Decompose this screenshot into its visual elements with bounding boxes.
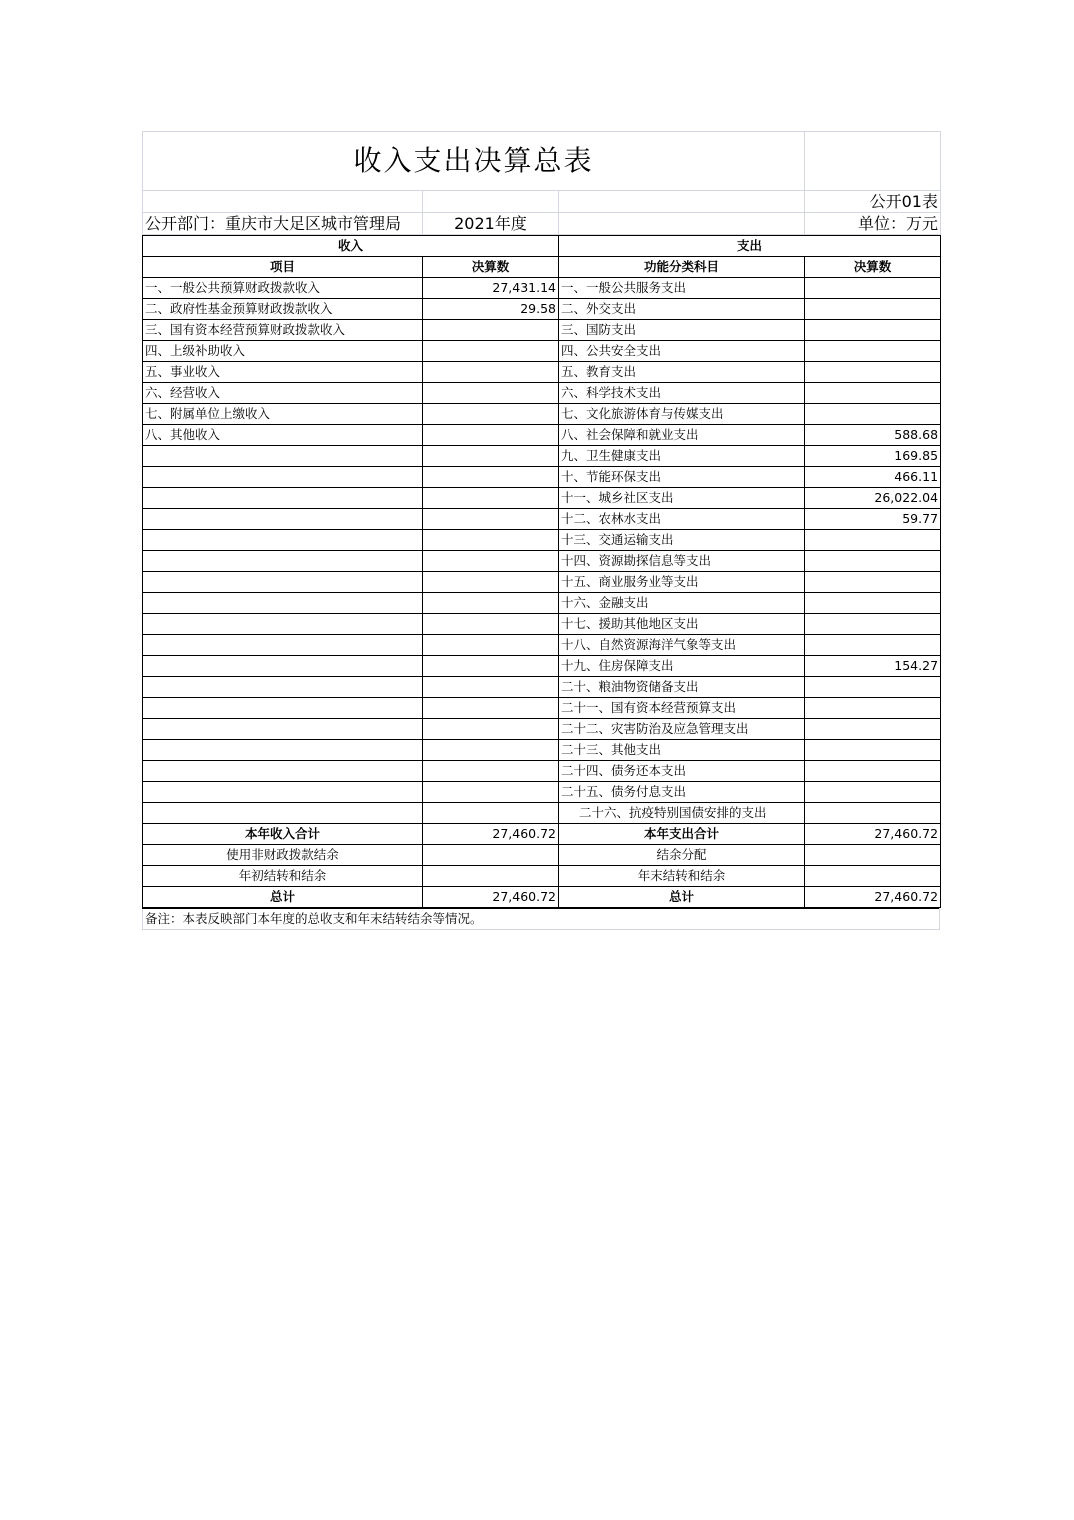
income-item-cell: 三、国有资本经营预算财政拨款收入	[143, 320, 423, 341]
expense-item-cell: 八、社会保障和就业支出	[559, 425, 805, 446]
function-category-column-header: 功能分类科目	[559, 257, 805, 278]
income-amount-cell	[423, 509, 559, 530]
note-table	[142, 908, 940, 930]
income-amount-cell	[423, 467, 559, 488]
report-sheet	[142, 131, 940, 930]
income-item-cell	[143, 488, 423, 509]
income-item-cell	[143, 593, 423, 614]
income-amount-cell	[423, 656, 559, 677]
income-item-cell	[143, 509, 423, 530]
expense-amount-cell: 466.11	[805, 467, 941, 488]
table-row	[143, 572, 941, 593]
unit-label: 单位：万元	[805, 213, 941, 235]
grand-total-expense-value: 27,460.72	[805, 887, 941, 908]
table-row	[143, 320, 941, 341]
income-amount-cell	[423, 320, 559, 341]
income-amount-cell	[423, 740, 559, 761]
income-item-cell	[143, 551, 423, 572]
table-row	[143, 698, 941, 719]
income-amount-cell	[423, 488, 559, 509]
expense-item-cell: 二十一、国有资本经营预算支出	[559, 698, 805, 719]
expense-header: 支出	[559, 236, 941, 257]
income-item-cell: 五、事业收入	[143, 362, 423, 383]
beginning-balance-value	[423, 866, 559, 887]
expense-item-cell: 五、教育支出	[559, 362, 805, 383]
income-item-cell	[143, 698, 423, 719]
expense-amount-cell	[805, 383, 941, 404]
table-row	[143, 761, 941, 782]
expense-item-cell: 十九、住房保障支出	[559, 656, 805, 677]
expense-amount-cell	[805, 698, 941, 719]
expense-item-cell: 二十四、债务还本支出	[559, 761, 805, 782]
table-row	[143, 404, 941, 425]
expense-amount-cell	[805, 593, 941, 614]
expense-item-cell: 十二、农林水支出	[559, 509, 805, 530]
table-row	[143, 593, 941, 614]
expense-amount-cell: 588.68	[805, 425, 941, 446]
expense-item-cell: 二十五、债务付息支出	[559, 782, 805, 803]
expense-amount-cell	[805, 341, 941, 362]
table-row	[143, 677, 941, 698]
income-item-cell	[143, 761, 423, 782]
expense-item-cell: 十、节能环保支出	[559, 467, 805, 488]
income-amount-cell: 27,431.14	[423, 278, 559, 299]
income-amount-cell	[423, 803, 559, 824]
blank-cell	[143, 191, 423, 213]
table-row	[143, 446, 941, 467]
table-row	[143, 278, 941, 299]
expense-amount-cell: 169.85	[805, 446, 941, 467]
income-item-cell	[143, 740, 423, 761]
expense-amount-cell	[805, 782, 941, 803]
income-amount-cell	[423, 719, 559, 740]
table-row	[143, 425, 941, 446]
expense-amount-cell	[805, 614, 941, 635]
income-amount-cell	[423, 383, 559, 404]
income-amount-cell	[423, 362, 559, 383]
table-row	[143, 803, 941, 824]
income-item-cell	[143, 719, 423, 740]
table-row	[143, 614, 941, 635]
income-item-cell	[143, 656, 423, 677]
income-amount-cell	[423, 782, 559, 803]
table-row	[143, 341, 941, 362]
surplus-allocation-value	[805, 845, 941, 866]
page-title: 收入支出决算总表	[143, 132, 805, 191]
expense-item-cell: 四、公共安全支出	[559, 341, 805, 362]
grand-total-label-income: 总计	[143, 887, 423, 908]
expense-amount-cell: 26,022.04	[805, 488, 941, 509]
income-amount-cell	[423, 404, 559, 425]
income-item-cell	[143, 467, 423, 488]
ending-balance-label: 年末结转和结余	[559, 866, 805, 887]
expense-amount-cell	[805, 551, 941, 572]
table-row	[143, 719, 941, 740]
expense-item-cell: 十四、资源勘探信息等支出	[559, 551, 805, 572]
expense-amount-cell: 59.77	[805, 509, 941, 530]
item-column-header: 项目	[143, 257, 423, 278]
table-row	[143, 656, 941, 677]
table-row	[143, 509, 941, 530]
income-amount-cell	[423, 341, 559, 362]
expense-item-cell: 二十三、其他支出	[559, 740, 805, 761]
table-row	[143, 740, 941, 761]
expense-amount-cell: 154.27	[805, 656, 941, 677]
expense-item-cell: 二十二、灾害防治及应急管理支出	[559, 719, 805, 740]
expense-amount-cell	[805, 740, 941, 761]
income-amount-cell	[423, 572, 559, 593]
income-item-cell	[143, 803, 423, 824]
expense-amount-cell	[805, 530, 941, 551]
expense-amount-cell	[805, 761, 941, 782]
expense-item-cell: 十五、商业服务业等支出	[559, 572, 805, 593]
table-row	[143, 782, 941, 803]
income-amount-cell	[423, 698, 559, 719]
income-item-cell: 四、上级补助收入	[143, 341, 423, 362]
income-item-cell: 七、附属单位上缴收入	[143, 404, 423, 425]
income-amount-cell	[423, 446, 559, 467]
expense-item-cell: 十三、交通运输支出	[559, 530, 805, 551]
blank-cell	[559, 191, 805, 213]
expense-amount-cell	[805, 719, 941, 740]
expense-item-cell: 一、一般公共服务支出	[559, 278, 805, 299]
table-row	[143, 299, 941, 320]
income-item-cell	[143, 677, 423, 698]
surplus-allocation-label: 结余分配	[559, 845, 805, 866]
expense-amount-cell	[805, 677, 941, 698]
table-row	[143, 488, 941, 509]
income-item-cell	[143, 614, 423, 635]
income-total-value: 27,460.72	[423, 824, 559, 845]
department-label: 公开部门：重庆市大足区城市管理局	[143, 213, 423, 235]
expense-amount-cell	[805, 320, 941, 341]
footnote: 备注：本表反映部门本年度的总收支和年末结转结余等情况。	[143, 909, 940, 930]
income-amount-column-header: 决算数	[423, 257, 559, 278]
income-amount-cell	[423, 761, 559, 782]
expense-amount-cell	[805, 404, 941, 425]
table-row	[143, 551, 941, 572]
ending-balance-value	[805, 866, 941, 887]
income-item-cell	[143, 782, 423, 803]
table-row	[143, 467, 941, 488]
beginning-balance-label: 年初结转和结余	[143, 866, 423, 887]
budget-table	[142, 235, 941, 908]
income-amount-cell	[423, 635, 559, 656]
blank-cell	[559, 213, 805, 235]
expense-item-cell: 三、国防支出	[559, 320, 805, 341]
income-amount-cell: 29.58	[423, 299, 559, 320]
income-amount-cell	[423, 593, 559, 614]
expense-amount-cell	[805, 572, 941, 593]
income-total-label: 本年收入合计	[143, 824, 423, 845]
nonfiscal-surplus-label: 使用非财政拨款结余	[143, 845, 423, 866]
expense-item-cell: 十七、援助其他地区支出	[559, 614, 805, 635]
income-item-cell: 二、政府性基金预算财政拨款收入	[143, 299, 423, 320]
title-blank-cell	[805, 132, 941, 191]
table-row	[143, 635, 941, 656]
expense-amount-column-header: 决算数	[805, 257, 941, 278]
expense-amount-cell	[805, 278, 941, 299]
income-item-cell	[143, 635, 423, 656]
income-amount-cell	[423, 425, 559, 446]
blank-cell	[423, 191, 559, 213]
table-row	[143, 362, 941, 383]
data-rows	[143, 278, 941, 824]
income-item-cell: 一、一般公共预算财政拨款收入	[143, 278, 423, 299]
table-row	[143, 530, 941, 551]
expense-total-value: 27,460.72	[805, 824, 941, 845]
expense-item-cell: 七、文化旅游体育与传媒支出	[559, 404, 805, 425]
expense-item-cell: 二十、粮油物资储备支出	[559, 677, 805, 698]
header-table	[142, 131, 941, 235]
expense-item-cell: 二十六、抗疫特别国债安排的支出	[559, 803, 805, 824]
grand-total-label-expense: 总计	[559, 887, 805, 908]
expense-item-cell: 九、卫生健康支出	[559, 446, 805, 467]
income-amount-cell	[423, 551, 559, 572]
expense-amount-cell	[805, 299, 941, 320]
expense-item-cell: 二、外交支出	[559, 299, 805, 320]
expense-item-cell: 十一、城乡社区支出	[559, 488, 805, 509]
table-row	[143, 383, 941, 404]
expense-amount-cell	[805, 803, 941, 824]
income-header: 收入	[143, 236, 559, 257]
income-amount-cell	[423, 677, 559, 698]
expense-item-cell: 六、科学技术支出	[559, 383, 805, 404]
income-item-cell	[143, 530, 423, 551]
income-item-cell: 六、经营收入	[143, 383, 423, 404]
expense-amount-cell	[805, 635, 941, 656]
expense-amount-cell	[805, 362, 941, 383]
expense-item-cell: 十六、金融支出	[559, 593, 805, 614]
expense-total-label: 本年支出合计	[559, 824, 805, 845]
grand-total-income-value: 27,460.72	[423, 887, 559, 908]
income-amount-cell	[423, 530, 559, 551]
income-item-cell: 八、其他收入	[143, 425, 423, 446]
income-amount-cell	[423, 614, 559, 635]
year-label: 2021年度	[423, 213, 559, 235]
income-item-cell	[143, 446, 423, 467]
table-code: 公开01表	[805, 191, 941, 213]
expense-item-cell: 十八、自然资源海洋气象等支出	[559, 635, 805, 656]
nonfiscal-surplus-value	[423, 845, 559, 866]
income-item-cell	[143, 572, 423, 593]
